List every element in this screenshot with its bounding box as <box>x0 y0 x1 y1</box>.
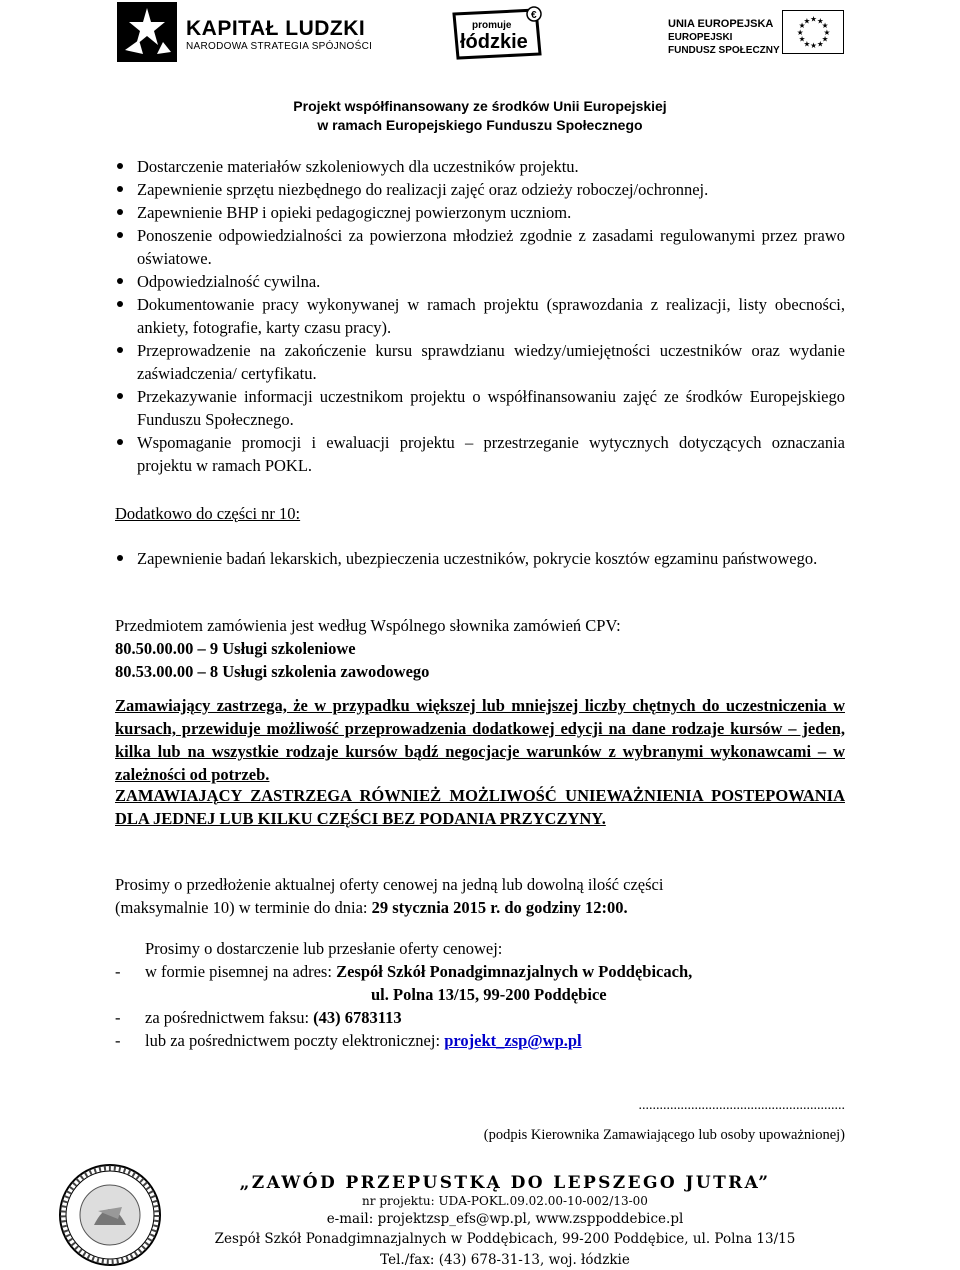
dash: - <box>115 962 121 981</box>
ue-text <box>668 18 780 57</box>
lodzkie-logo-icon <box>450 6 544 62</box>
extra-section <box>115 547 845 570</box>
list-item: Zapewnienie badań lekarskich, ubezpieczenia uczestników, pokrycie kosztów egzaminu państwowego. <box>115 547 845 570</box>
delivery-address-line1: Zespół Szkół Ponadgimnazjalnych w Poddębicach, <box>336 962 693 981</box>
eu-star-icon: ★ <box>803 39 811 49</box>
eu-star-icon: ★ <box>796 27 804 37</box>
delivery-address-line2: ul. Polna 13/15, 99-200 Poddębice <box>371 985 607 1004</box>
eu-flag-icon <box>782 10 844 54</box>
eu-star-icon: ★ <box>816 16 824 26</box>
email-link[interactable]: projekt_zsp@wp.pl <box>444 1031 582 1050</box>
kapital-ludzki-title: KAPITAŁ LUDZKI <box>186 17 366 40</box>
eu-star-icon: ★ <box>810 41 817 51</box>
offer-line2 <box>115 896 845 919</box>
fax-number: (43) 6783113 <box>313 1008 402 1027</box>
ue-line1: UNIA EUROPEJSKA <box>668 18 774 30</box>
offer-line2-prefix: (maksymalnie 10) w terminie do dnia: <box>115 898 372 917</box>
offer-section <box>115 873 845 919</box>
header-caption <box>0 97 960 135</box>
footer <box>160 1173 850 1270</box>
list-item: Przeprowadzenie na zakończenie kursu sprawdzianu wiedzy/umiejętności uczestników oraz wydanie zaświadczenia/ certyfikatu. <box>115 339 845 385</box>
school-seal-icon <box>58 1163 162 1267</box>
list-item: Odpowiedzialność cywilna. <box>115 270 845 293</box>
eu-star-icon: ★ <box>803 16 811 26</box>
list-item: Zapewnienie sprzętu niezbędnego do realizacji zajęć oraz odzieży roboczej/ochronnej. <box>115 178 845 201</box>
list-item: Ponoszenie odpowiedzialności za powierzona młodzież zgodnie z zasadami regulowanymi przez prawo oświatowe. <box>115 224 845 270</box>
footer-email: e-mail: projektzsp_efs@wp.pl, www.zsppoddebice.pl <box>326 1211 684 1227</box>
delivery-intro: Prosimy o dostarczenie lub przesłanie oferty cenowej: <box>145 939 503 958</box>
eu-star-icon: ★ <box>798 21 806 31</box>
eu-star-icon: ★ <box>810 14 817 24</box>
delivery-written <box>115 960 845 983</box>
list-item: Dokumentowanie pracy wykonywanej w ramach projektu (sprawozdania z realizacji, listy obecności, ankiety, fotografie, karty czasu pracy). <box>115 293 845 339</box>
kapital-ludzki-logo-icon <box>117 2 177 62</box>
eu-star-icon: ★ <box>816 39 824 49</box>
delivery-email-prefix: lub za pośrednictwem poczty elektronicznej: <box>145 1031 445 1050</box>
list-item: Dostarczenie materiałów szkoleniowych dla uczestników projektu. <box>115 155 845 178</box>
delivery-written-prefix: w formie pisemnej na adres: <box>145 962 337 981</box>
eu-star-icon: ★ <box>823 27 831 37</box>
header-logos <box>0 0 960 92</box>
eu-star-icon: ★ <box>821 34 829 44</box>
dash: - <box>115 1031 121 1050</box>
list-item: Wspomaganie promocji i ewaluacji projektu – przestrzeganie wytycznych dotyczących oznaczania projektu w ramach POKL. <box>115 431 845 477</box>
footer-project-number: nr projektu: UDA-POKL.09.02.00-10-002/13-00 <box>362 1194 648 1208</box>
delivery-email <box>115 1029 845 1052</box>
eu-star-icon: ★ <box>821 21 829 31</box>
signature-dots: ........................................................... <box>638 1098 845 1113</box>
dash: - <box>115 1008 121 1027</box>
duties-list <box>115 155 845 477</box>
delivery-section <box>145 937 845 960</box>
kapital-ludzki-text <box>186 17 372 53</box>
cpv-intro: Przedmiotem zamówienia jest według Wspólnego słownika zamówień CPV: <box>115 616 621 635</box>
duties-section <box>115 155 845 477</box>
offer-deadline: 29 stycznia 2015 r. do godziny 12:00. <box>371 898 628 917</box>
reservation-paragraph: Zamawiający zastrzega, że w przypadku większej lub mniejszej liczby chętnych do uczestniczenia w kursach, przewiduje możliwość przeprowadzenia dodatkowej edycji na dane rodzaje kursów – jeden, kilka lub na wszystkie rodzaje kursów bądź negocjacje warunków z wybranymi wykonawcami – w zależności od potrzeb. <box>115 696 845 784</box>
lodzkie-name: łódzkie <box>460 31 528 53</box>
delivery-options <box>115 960 845 1052</box>
extra-heading: Dodatkowo do części nr 10: <box>115 504 301 523</box>
delivery-fax-prefix: za pośrednictwem faksu: <box>145 1008 314 1027</box>
cpv-code-2: 80.53.00.00 – 8 Usługi szkolenia zawodowego <box>115 662 430 681</box>
footer-phone: Tel./fax: (43) 678-31-13, woj. łódzkie <box>380 1252 630 1268</box>
extra-list <box>115 547 845 570</box>
header-caption-line2: w ramach Europejskiego Funduszu Społecznego <box>317 117 643 133</box>
delivery-fax <box>115 1006 845 1029</box>
ue-line3: FUNDUSZ SPOŁECZNY <box>668 45 780 56</box>
header-caption-line1: Projekt współfinansowany ze środków Unii Europejskiej <box>293 98 667 114</box>
eu-star-icon: ★ <box>798 34 806 44</box>
footer-slogan: „ZAWÓD PRZEPUSTKĄ DO LEPSZEGO JUTRA” <box>239 1173 771 1193</box>
lodzkie-promuje: promuje <box>472 20 512 31</box>
cpv-section <box>115 614 845 683</box>
ue-line2: EUROPEJSKI <box>668 32 733 43</box>
footer-address: Zespół Szkół Ponadgimnazjalnych w Poddębicach, 99-200 Poddębice, ul. Polna 13/15 <box>214 1231 796 1247</box>
cancellation-paragraph: ZAMAWIAJĄCY ZASTRZEGA RÓWNIEŻ MOŻLIWOŚĆ UNIEWAŻNIENIA POSTEPOWANIA DLA JEDNEJ LUB KILKU CZĘŚCI BEZ PODANIA PRZYCZYNY. <box>115 786 845 828</box>
lodzkie-euro-mark: € <box>531 10 537 21</box>
list-item: Zapewnienie BHP i opieki pedagogicznej powierzonym uczniom. <box>115 201 845 224</box>
list-item: Przekazywanie informacji uczestnikom projektu o współfinansowaniu zajęć ze środków Europejskiego Funduszu Społecznego. <box>115 385 845 431</box>
signature-caption: (podpis Kierownika Zamawiającego lub osoby upoważnionej) <box>483 1127 845 1143</box>
kapital-ludzki-subtitle: NARODOWA STRATEGIA SPÓJNOŚCI <box>186 41 373 52</box>
offer-line1: Prosimy o przedłożenie aktualnej oferty cenowej na jedną lub dowolną ilość części <box>115 875 664 894</box>
cpv-code-1: 80.50.00.00 – 9 Usługi szkoleniowe <box>115 639 356 658</box>
